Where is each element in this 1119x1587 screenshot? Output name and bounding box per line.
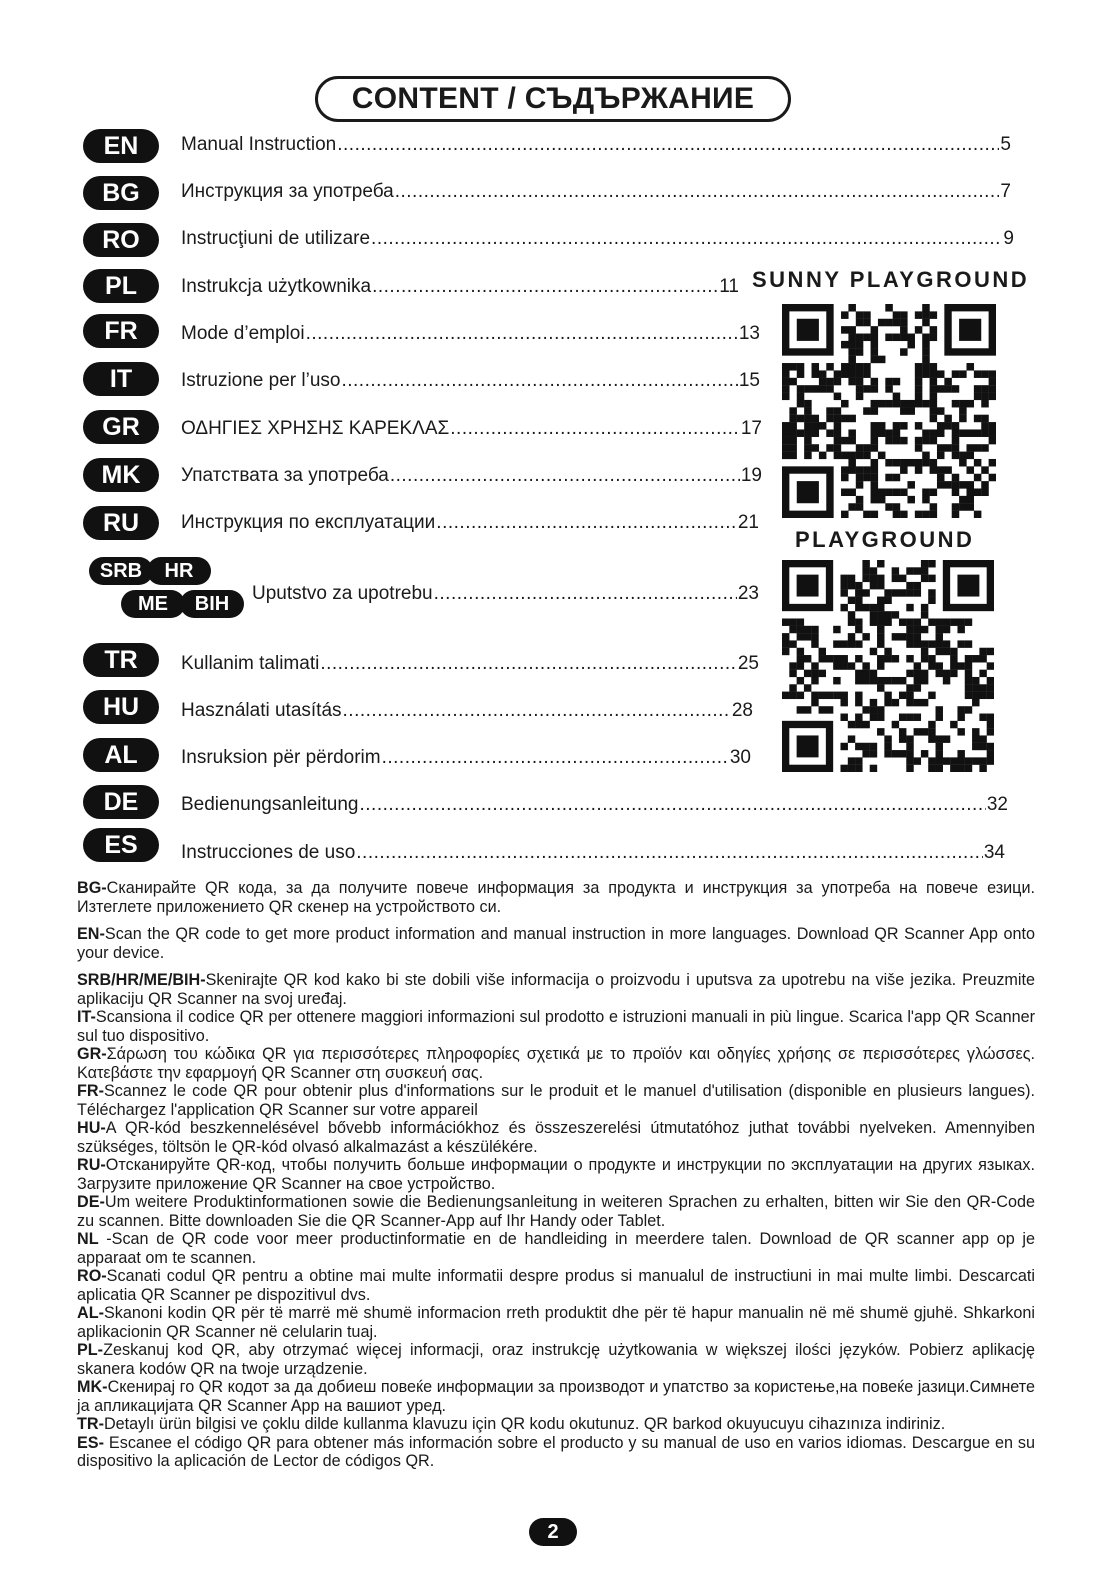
- leader-dots: [356, 842, 983, 864]
- toc-label: ΟΔΗΓΙΕΣ ΧΡΗΣΗΣ ΚΑΡΕΚΛΑΣ: [181, 418, 450, 439]
- lang-badge-it: IT: [83, 362, 159, 396]
- page-title: CONTENT / СЪДЪРЖАНИЕ: [351, 82, 755, 115]
- note-lang-code: AL-: [77, 1304, 104, 1322]
- note-lang-code: BG-: [77, 879, 107, 897]
- lang-badge-ru: RU: [83, 506, 159, 540]
- toc-label: Упатствата за употреба: [181, 465, 389, 486]
- note-fr: [77, 1082, 1035, 1119]
- toc-label: Инструкция по експлуатации: [181, 512, 436, 533]
- note-lang-code: EN-: [77, 925, 105, 943]
- leader-dots: [343, 700, 731, 722]
- leader-dots: [341, 370, 737, 392]
- toc-entry-tr[interactable]: [181, 653, 759, 675]
- note-de: [77, 1193, 1035, 1230]
- leader-dots: [372, 276, 718, 298]
- note-lang-code: IT-: [77, 1008, 96, 1026]
- toc-page: 28: [731, 700, 753, 721]
- lang-badge-me: ME: [121, 590, 185, 618]
- toc-page: 19: [740, 465, 762, 486]
- note-lang-code: SRB/HR/ME/BIH-: [77, 971, 206, 989]
- note-lang-code: MK-: [77, 1378, 108, 1396]
- qr-heading-sunny-playground: SUNNY PLAYGROUND: [752, 267, 1030, 292]
- lang-badge-fr: FR: [83, 314, 159, 348]
- note-srb-hr-me-bih: [77, 971, 1035, 1008]
- note-lang-code: HU-: [77, 1119, 106, 1137]
- page-number: 2: [529, 1518, 577, 1546]
- toc-page: 11: [719, 276, 739, 297]
- note-text: Скенирај го QR кодот за да добиеш повеќе информации за производот и упатство за користење,на повеќе јазици.Симнете ја апликацијата QR Scanner App на вашиот уред.: [77, 1378, 1035, 1415]
- note-mk: [77, 1378, 1035, 1415]
- leader-dots: [360, 794, 986, 816]
- toc-label: Uputstvo za upotrebu: [252, 583, 433, 604]
- toc-page: 7: [1000, 181, 1011, 202]
- toc-page: 17: [740, 418, 762, 439]
- qr-code-icon[interactable]: [782, 304, 996, 518]
- leader-dots: [382, 747, 729, 769]
- leader-dots: [436, 512, 737, 534]
- toc-label: Инструкция за употреба: [181, 181, 394, 202]
- note-text: Skanoni kodin QR për të marrë më shumë informacion rreth produktit dhe për të hapur manualin në më shumë gjuhë. Shkarkoni aplikacionin QR Scanner në celularin tuaj.: [77, 1304, 1035, 1341]
- note-tr: [77, 1415, 1035, 1434]
- lang-badge-al: AL: [83, 738, 159, 772]
- note-lang-code: PL-: [77, 1341, 104, 1359]
- qr-instructions: [77, 879, 1035, 1471]
- note-text: A QR-kód beszkennelésével bővebb információkhoz és összeszerelési útmutatóhoz juthat további nyelveken. Amennyiben szükséges, töltsön le QR-kód olvasó alkalmazást a készülékére.: [77, 1119, 1035, 1156]
- note-es: [77, 1434, 1035, 1471]
- note-text: Zeskanuj kod QR, aby otrzymać więcej informacji, oraz instrukcję użytkowania w większej ilości języków. Pobierz aplikację skanera kodów QR na twoje urządzenie.: [77, 1341, 1035, 1378]
- toc-entry-en[interactable]: [181, 134, 1011, 156]
- toc-page: 30: [729, 747, 751, 768]
- lang-badge-bg: BG: [83, 176, 159, 210]
- toc-entry-bg[interactable]: [181, 181, 1011, 203]
- toc-entry-es[interactable]: [181, 842, 1005, 864]
- toc-entry-mk[interactable]: [181, 465, 762, 487]
- toc-page: 25: [737, 653, 759, 674]
- note-nl: [77, 1230, 1035, 1267]
- leader-dots: [390, 465, 740, 487]
- lang-badge-en: EN: [83, 129, 159, 163]
- note-text: -Scan de QR code voor meer productinformatie en de handleiding in meerdere talen. Download de QR scanner app op je apparaat om te scannen.: [77, 1230, 1035, 1267]
- note-lang-code: TR-: [77, 1415, 104, 1433]
- note-lang-code: RU-: [77, 1156, 106, 1174]
- note-ru: [77, 1156, 1035, 1193]
- note-lang-code: NL: [77, 1230, 99, 1248]
- toc-label: Bedienungsanleitung: [181, 794, 359, 815]
- toc-page: 34: [983, 842, 1005, 863]
- lang-badge-tr: TR: [83, 643, 159, 677]
- lang-badge-es: ES: [83, 828, 159, 862]
- toc-entry-hu[interactable]: [181, 700, 753, 722]
- lang-badge-de: DE: [83, 785, 159, 819]
- leader-dots: [371, 228, 1002, 250]
- note-it: [77, 1008, 1035, 1045]
- note-text: Um weitere Produktinformationen sowie die Bedienungsanleitung in weiteren Sprachen zu erhalten, bitten wir Sie den QR-Code zu scannen. Bitte downloaden Sie die QR Scanner-App auf Ihr Handy oder Tablet.: [77, 1193, 1035, 1230]
- toc-page: 15: [738, 370, 760, 391]
- note-text: Scanati codul QR pentru a obtine mai multe informatii despre produs si manualul de instructiuni in mai multe limbi. Descarcati aplicatia QR Scanner pe dispozitivul dvs.: [77, 1267, 1035, 1304]
- page-title-frame: [315, 76, 791, 122]
- toc-label: Mode d’emploi: [181, 323, 305, 344]
- note-lang-code: RO-: [77, 1267, 107, 1285]
- toc-page: 13: [738, 323, 760, 344]
- lang-badge-gr: GR: [83, 410, 159, 444]
- toc-entry-srb-hr-me-bih[interactable]: [252, 583, 759, 605]
- lang-badge-srb: SRB: [89, 557, 153, 585]
- note-pl: [77, 1341, 1035, 1378]
- lang-badge-pl: PL: [83, 269, 159, 303]
- toc-label: Istruzione per l’uso: [181, 370, 341, 391]
- note-text: Отсканируйте QR-код, чтобы получить больше информации о продукте и инструкции по эксплуатации на других языках. Загрузите приложение QR Scanner на свое устройство.: [77, 1156, 1035, 1193]
- toc-entry-al[interactable]: [181, 747, 751, 769]
- toc-entry-it[interactable]: [181, 370, 760, 392]
- leader-dots: [434, 583, 737, 605]
- note-en: [77, 925, 1035, 962]
- toc-label: Insruksion për përdorim: [181, 747, 381, 768]
- toc-entry-gr[interactable]: [181, 418, 762, 440]
- qr-code-icon[interactable]: [782, 560, 994, 772]
- toc-label: Manual Instruction: [181, 134, 337, 155]
- leader-dots: [320, 653, 737, 675]
- lang-badge-hu: HU: [83, 690, 159, 724]
- note-al: [77, 1304, 1035, 1341]
- note-lang-code: DE-: [77, 1193, 105, 1211]
- leader-dots: [306, 323, 738, 345]
- lang-badge-bih: BIH: [180, 590, 244, 618]
- lang-badge-ro: RO: [83, 223, 159, 257]
- note-lang-code: GR-: [77, 1045, 107, 1063]
- note-text: Scan the QR code to get more product information and manual instruction in more languages. Download QR Scanner App onto your device.: [77, 925, 1035, 962]
- toc-entry-de[interactable]: [181, 794, 1008, 816]
- note-bg: [77, 879, 1035, 916]
- note-text: Scansiona il codice QR per ottenere maggiori informazioni sul prodotto e istruzioni manuali in più lingue. Scarica l'app QR Scanner sul tuo dispositivo.: [77, 1008, 1035, 1045]
- note-text: Scannez le code QR pour obtenir plus d'informations sur le produit et le manuel d'utilisation (disponible en plusieurs langues). Téléchargez l'application QR Scanner sur votre appareil: [77, 1082, 1035, 1119]
- toc-page: 9: [1003, 228, 1014, 249]
- note-hu: [77, 1119, 1035, 1156]
- toc-page: 5: [1000, 134, 1011, 155]
- qr-heading-playground: PLAYGROUND: [795, 527, 975, 552]
- leader-dots: [450, 418, 740, 440]
- toc-label: Használati utasítás: [181, 700, 342, 721]
- toc-label: Kullanim talimati: [181, 653, 320, 674]
- note-lang-code: ES-: [77, 1433, 104, 1452]
- note-lang-code: FR-: [77, 1082, 104, 1100]
- toc-entry-fr[interactable]: [181, 323, 760, 345]
- lang-badge-mk: MK: [83, 458, 159, 492]
- note-text: Сканирайте QR кода, за да получите повече информация за продукта и инструкция за употреба на повече езици. Изтеглете приложението QR скенер на устройството си.: [77, 879, 1035, 916]
- toc-label: Instrucţiuni de utilizare: [181, 228, 371, 249]
- toc-label: Instrucciones de uso: [181, 842, 356, 863]
- note-text: Detaylı ürün bilgisi ve çoklu dilde kullanma klavuzu için QR kodu okutunuz. QR barkod okuyucuyu cihazınıza indiriniz.: [103, 1415, 946, 1433]
- toc-page: 21: [737, 512, 759, 533]
- note-text: Escanee el código QR para obtener más información sobre el producto y su manual de uso en varios idiomas. Descargue en su dispositivo la aplicación de Lector de códigos QR.: [77, 1433, 1035, 1470]
- toc-page: 23: [737, 583, 759, 604]
- toc-entry-ro[interactable]: [181, 228, 1014, 250]
- note-text: Skenirajte QR kod kako bi ste dobili više informacija o proizvodu i uputsva za upotrebu na više jezika. Preuzmite aplikaciju QR Scanner na svoj uređaj.: [77, 971, 1035, 1008]
- note-text: Σάρωση του κώδικα QR για περισσότερες πληροφορίες σχετικά με το προϊόν και οδηγίες χρήσης σε περισσότερες γλώσσες. Κατεβάστε την εφαρμογή QR Scanner στη συσκευή σας.: [77, 1045, 1035, 1082]
- note-ro: [77, 1267, 1035, 1304]
- toc-entry-pl[interactable]: [181, 276, 739, 298]
- leader-dots: [395, 181, 1000, 203]
- leader-dots: [337, 134, 999, 156]
- toc-entry-ru[interactable]: [181, 512, 759, 534]
- lang-badge-hr: HR: [147, 557, 211, 585]
- toc-label: Instrukcja użytkownika: [181, 276, 372, 297]
- toc-page: 32: [986, 794, 1008, 815]
- note-gr: [77, 1045, 1035, 1082]
